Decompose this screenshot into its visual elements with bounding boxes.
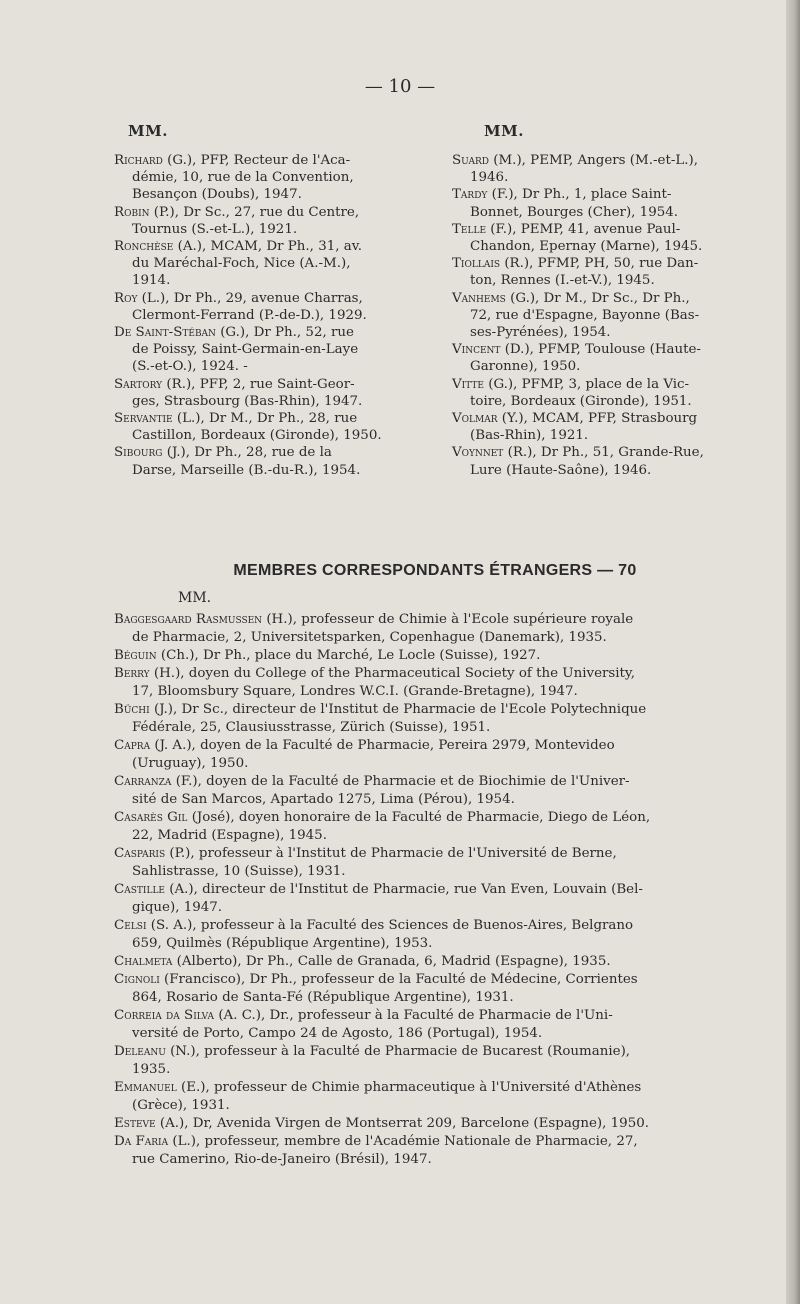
member-entry-line: (Alberto), Dr Ph., Calle de Granada, 6, Madrid (Espagne), 1935. — [176, 954, 611, 969]
member-entry — [114, 647, 786, 665]
member-name: Correia da Silva — [114, 1008, 215, 1023]
member-entry-line: 1935. — [132, 1062, 171, 1077]
member-entry — [114, 917, 786, 953]
member-name: Telle — [452, 221, 487, 237]
member-entry-line: (A. C.), Dr., professeur à la Faculté de Pharmacie de l'Uni- — [218, 1008, 613, 1023]
member-entry-line: versité de Porto, Campo 24 de Agosto, 186 (Portugal), 1954. — [132, 1026, 543, 1041]
member-entry-line: (A.), directeur de l'Institut de Pharmacie, rue Van Even, Louvain (Bel- — [169, 882, 643, 897]
foreign-member-list — [114, 611, 786, 1169]
member-name: Cignoli — [114, 972, 160, 987]
member-entry-line: 17, Bloomsbury Square, Londres W.C.I. (Grande-Bretagne), 1947. — [132, 684, 578, 699]
member-entry-line: (G.), PFMP, 3, place de la Vic- — [488, 376, 690, 392]
member-entry — [114, 665, 786, 701]
member-entry-line: 1914. — [132, 273, 171, 289]
right-member-list — [453, 152, 778, 479]
member-name: Ronchèse — [114, 239, 174, 255]
member-name: Chalmeta — [114, 954, 173, 969]
member-name: Esteve — [114, 1116, 156, 1131]
member-entry-line: (Uruguay), 1950. — [132, 756, 249, 771]
member-entry-line: (A.), MCAM, Dr Ph., 31, av. — [177, 239, 362, 255]
member-name: Béguin — [114, 648, 157, 663]
member-entry-line: (H.), doyen du College of the Pharmaceutical Society of the University, — [153, 666, 635, 681]
member-name: Vanhems — [452, 290, 506, 306]
member-entry-line: (Francisco), Dr Ph., professeur de la Faculté de Médecine, Corrientes — [164, 972, 638, 987]
member-entry-line: Sahlistrasse, 10 (Suisse), 1931. — [132, 864, 346, 879]
member-entry — [115, 152, 431, 204]
right-column-heading: MM. — [484, 122, 524, 140]
member-entry-line: ton, Rennes (I.-et-V.), 1945. — [470, 273, 655, 289]
member-entry-line: 659, Quilmès (République Argentine), 1953. — [132, 936, 433, 951]
member-name: Casarès Gil — [114, 810, 188, 825]
member-entry-line: (G.), PFP, Recteur de l'Aca- — [167, 153, 351, 168]
member-name: De Saint-Stéban — [114, 325, 216, 341]
member-name: Richard — [114, 153, 163, 168]
member-entry-line: 22, Madrid (Espagne), 1945. — [132, 828, 327, 843]
member-entry — [115, 290, 431, 324]
member-entry — [453, 186, 778, 220]
member-entry-line: 72, rue d'Espagne, Bayonne (Bas- — [470, 307, 700, 323]
member-entry — [115, 376, 431, 410]
member-entry-line: toire, Bordeaux (Gironde), 1951. — [470, 393, 692, 409]
member-entry-line: (P.), Dr Sc., 27, rue du Centre, — [153, 204, 360, 220]
member-entry-line: (H.), professeur de Chimie à l'Ecole supérieure royale — [266, 612, 634, 627]
member-name: Servantie — [114, 411, 173, 427]
member-entry — [115, 324, 431, 376]
member-entry-line: Lure (Haute-Saône), 1946. — [470, 462, 652, 478]
member-entry — [115, 238, 431, 290]
member-entry-line: sité de San Marcos, Apartado 1275, Lima (Pérou), 1954. — [132, 792, 515, 807]
member-name: Castille — [114, 882, 165, 897]
member-entry — [114, 809, 786, 845]
member-name: Vincent — [452, 342, 501, 358]
member-entry — [453, 290, 778, 342]
member-entry — [114, 1133, 786, 1169]
member-name: Berry — [114, 666, 150, 681]
section-title: MEMBRES CORRESPONDANTS ÉTRANGERS — 70 — [233, 562, 637, 579]
member-entry-line: (A.), Dr, Avenida Virgen de Montserrat 209, Barcelone (Espagne), 1950. — [159, 1116, 649, 1131]
member-entry-line: Tournus (S.-et-L.), 1921. — [132, 221, 298, 237]
member-entry — [114, 881, 786, 917]
member-entry-line: (F.), PEMP, 41, avenue Paul- — [490, 221, 681, 237]
member-entry-line: (M.), PEMP, Angers (M.-et-L.), — [493, 153, 698, 168]
member-entry — [114, 701, 786, 737]
member-entry-line: gique), 1947. — [132, 900, 223, 915]
member-name: Celsi — [114, 918, 147, 933]
member-name: Casparis — [114, 846, 166, 861]
member-entry — [114, 611, 786, 647]
member-name: Büchi — [114, 702, 150, 717]
member-entry — [453, 341, 778, 375]
member-entry — [115, 204, 431, 238]
member-entry-line: (Y.), MCAM, PFP, Strasbourg — [501, 411, 698, 427]
member-name: Robin — [114, 204, 150, 220]
member-name: Vitte — [452, 376, 484, 392]
member-entry-line: (N.), professeur à la Faculté de Pharmacie de Bucarest (Roumanie), — [170, 1044, 631, 1059]
member-entry-line: (S. A.), professeur à la Faculté des Sciences de Buenos-Aires, Belgrano — [150, 918, 634, 933]
member-entry-line: (Grèce), 1931. — [132, 1098, 230, 1113]
member-entry-line: Darse, Marseille (B.-du-R.), 1954. — [132, 462, 361, 478]
member-entry-line: Besançon (Doubs), 1947. — [132, 187, 302, 203]
member-entry-line: Fédérale, 25, Clausiusstrasse, Zürich (Suisse), 1951. — [132, 720, 491, 735]
member-entry — [453, 444, 778, 478]
member-name: Da Faria — [114, 1134, 169, 1149]
member-entry-line: Bonnet, Bourges (Cher), 1954. — [470, 204, 679, 220]
member-entry — [114, 737, 786, 773]
member-entry — [453, 152, 778, 186]
member-entry-line: (P.), professeur à l'Institut de Pharmacie de l'Université de Berne, — [169, 846, 617, 861]
member-entry-line: Garonne), 1950. — [470, 359, 581, 375]
member-entry-line: (F.), doyen de la Faculté de Pharmacie et de Biochimie de l'Univer- — [175, 774, 630, 789]
page-edge-shadow — [786, 0, 800, 1304]
member-entry — [114, 1007, 786, 1043]
member-entry-line: Chandon, Epernay (Marne), 1945. — [470, 239, 703, 255]
member-entry-line: (R.), PFP, 2, rue Saint-Geor- — [166, 376, 355, 392]
member-entry-line: Clermont-Ferrand (P.-de-D.), 1929. — [132, 307, 367, 323]
member-entry-line: (José), doyen honoraire de la Faculté de Pharmacie, Diego de Léon, — [191, 810, 651, 825]
member-name: Emmanuel — [114, 1080, 177, 1095]
member-entry-line: ses-Pyrénées), 1954. — [470, 325, 611, 341]
member-name: Sartory — [114, 376, 163, 392]
member-name: Baggesgaard Rasmussen — [114, 612, 263, 627]
member-entry-line: ges, Strasbourg (Bas-Rhin), 1947. — [132, 393, 363, 409]
member-entry — [453, 410, 778, 444]
foreign-list-heading: MM. — [178, 590, 212, 606]
member-entry — [114, 971, 786, 1007]
member-entry — [114, 953, 786, 971]
member-entry-line: (J.), Dr Ph., 28, rue de la — [166, 445, 332, 461]
member-entry — [114, 1079, 786, 1115]
member-entry-line: (Ch.), Dr Ph., place du Marché, Le Locle (Suisse), 1927. — [160, 648, 541, 663]
member-name: Sibourg — [114, 445, 163, 461]
member-entry-line: 864, Rosario de Santa-Fé (République Argentine), 1931. — [132, 990, 514, 1005]
member-name: Voynnet — [452, 445, 504, 461]
member-entry-line: (Bas-Rhin), 1921. — [470, 428, 589, 444]
member-entry-line: rue Camerino, Rio-de-Janeiro (Brésil), 1947. — [132, 1152, 432, 1167]
member-entry — [115, 444, 431, 478]
member-name: Deleanu — [114, 1044, 166, 1059]
member-entry-line: du Maréchal-Foch, Nice (A.-M.), — [132, 256, 351, 272]
member-entry — [115, 410, 431, 444]
member-name: Tardy — [452, 187, 488, 203]
member-entry-line: (L.), Dr M., Dr Ph., 28, rue — [176, 411, 358, 427]
member-name: Tiollais — [452, 256, 501, 272]
member-entry — [453, 221, 778, 255]
member-entry-line: (L.), Dr Ph., 29, avenue Charras, — [141, 290, 363, 306]
member-entry — [114, 773, 786, 809]
member-entry-line: Castillon, Bordeaux (Gironde), 1950. — [132, 428, 382, 444]
member-entry — [114, 845, 786, 881]
member-entry-line: (E.), professeur de Chimie pharmaceutique à l'Université d'Athènes — [180, 1080, 642, 1095]
member-entry — [453, 255, 778, 289]
member-name: Capra — [114, 738, 151, 753]
member-entry-line: (J. A.), doyen de la Faculté de Pharmacie, Pereira 2979, Montevideo — [154, 738, 615, 753]
member-entry-line: démie, 10, rue de la Convention, — [132, 170, 354, 186]
member-entry-line: (R.), Dr Ph., 51, Grande-Rue, — [507, 445, 704, 461]
member-entry-line: (J.), Dr Sc., directeur de l'Institut de Pharmacie de l'Ecole Polytechnique — [153, 702, 647, 717]
member-entry-line: (R.), PFMP, PH, 50, rue Dan- — [504, 256, 699, 272]
member-entry-line: (F.), Dr Ph., 1, place Saint- — [491, 187, 672, 203]
member-entry-line: (G.), Dr Ph., 52, rue — [220, 325, 354, 341]
member-entry — [453, 376, 778, 410]
left-member-list — [115, 152, 431, 479]
left-column-heading: MM. — [128, 122, 168, 140]
member-entry-line: (S.-et-O.), 1924. - — [132, 359, 248, 375]
member-entry-line: de Poissy, Saint-Germain-en-Laye — [132, 342, 359, 358]
member-entry-line: (D.), PFMP, Toulouse (Haute- — [504, 342, 701, 358]
member-entry — [114, 1043, 786, 1079]
member-entry-line: 1946. — [470, 170, 509, 186]
page-number: — 10 — — [364, 76, 436, 97]
member-name: Suard — [452, 153, 489, 168]
member-entry-line: de Pharmacie, 2, Universitetsparken, Copenhague (Danemark), 1935. — [132, 630, 607, 645]
member-entry — [114, 1115, 786, 1133]
member-entry-line: (L.), professeur, membre de l'Académie Nationale de Pharmacie, 27, — [172, 1134, 638, 1149]
member-name: Carranza — [114, 774, 172, 789]
member-name: Volmar — [452, 411, 498, 427]
member-entry-line: (G.), Dr M., Dr Sc., Dr Ph., — [510, 290, 690, 306]
member-name: Roy — [114, 290, 138, 306]
